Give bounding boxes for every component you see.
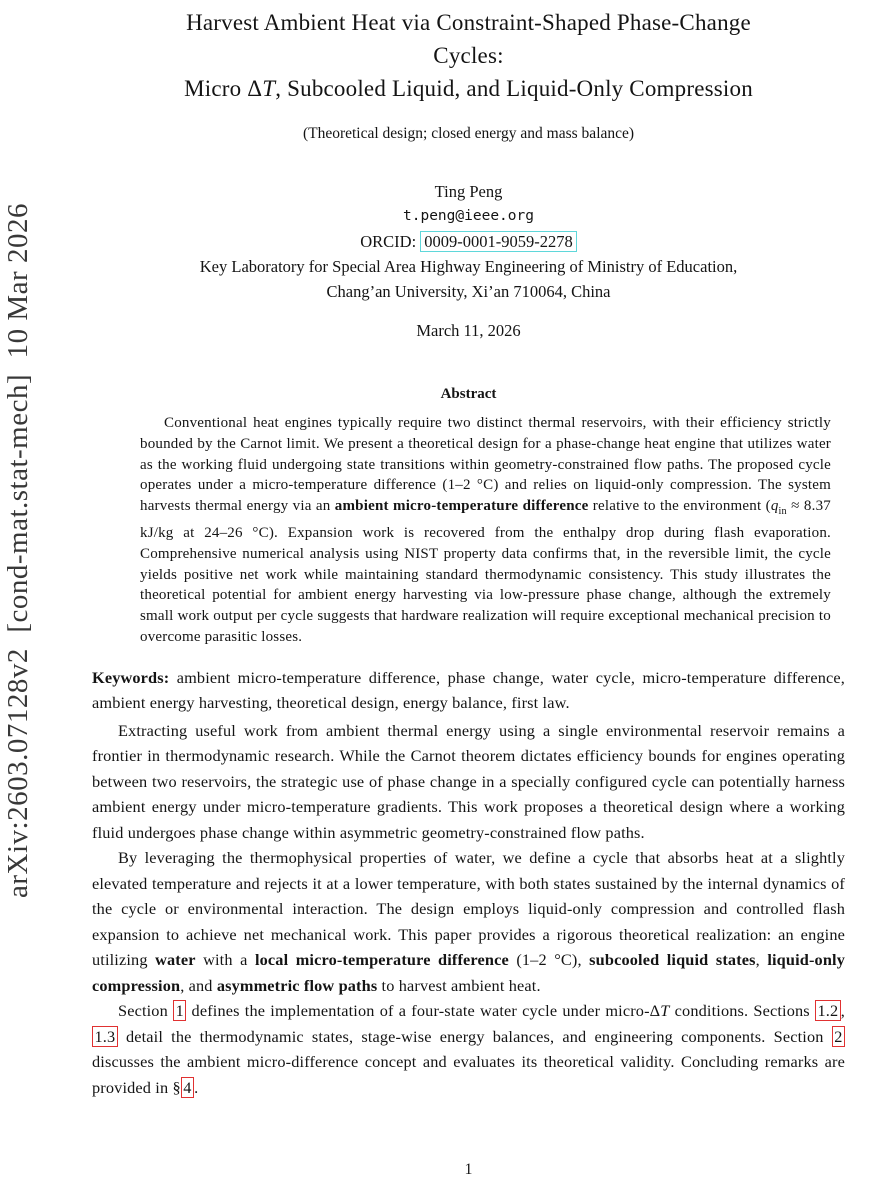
paper-date: March 11, 2026 — [416, 321, 521, 340]
title-line-2: Cycles: — [433, 43, 504, 68]
body-segment: conditions. Sections — [669, 1001, 815, 1021]
arxiv-watermark: arXiv:2603.07128v2 [cond-mat.stat-mech] 10 Mar 2026 — [2, 203, 34, 898]
body-segment: detail the thermodynamic states, stage-wise energy balances, and engineering components. Section — [117, 1026, 832, 1046]
abstract-segment: Conventional heat engines typically require two distinct thermal reservoirs, with their efficiency strictly bounded by the Carnot limit. We present a theoretical design for a phase-change heat engine that utilizes water as the working fluid undergoing state transitions within geometry-constrained flow paths. The proposed cycle operates under a micro-temperature difference (1–2 °C) and relies on liquid-only compression. The system harvests thermal energy via an — [140, 415, 831, 515]
section-ref-1-2[interactable]: 1.2 — [815, 1000, 841, 1021]
orcid-label: ORCID: — [360, 232, 421, 251]
keywords-line — [92, 665, 845, 716]
author-block — [92, 179, 845, 304]
title-line-3-text: Micro Δ — [184, 76, 263, 101]
paper-subtitle: (Theoretical design; closed energy and mass balance) — [302, 125, 635, 142]
q-in-subscript: in — [778, 506, 787, 518]
abstract-heading: Abstract — [440, 386, 497, 402]
section-ref-2[interactable]: 2 — [832, 1026, 845, 1047]
delta-t-variable: T — [660, 1001, 670, 1021]
body-segment: , and — [180, 975, 217, 995]
bold-phrase-subcooled: subcooled liquid states — [589, 950, 756, 970]
bold-phrase-micro-temperature: local micro-temperature difference — [254, 950, 509, 970]
body-segment: discusses the ambient micro-difference concept and evaluates its theoretical validity. Concluding remarks are provided in § — [92, 1052, 845, 1097]
title-delta-t-variable: T — [262, 76, 276, 101]
orcid-link[interactable]: 0009-0001-9059-2278 — [420, 231, 576, 252]
abstract-text — [140, 413, 831, 648]
body-segment: , — [755, 950, 768, 970]
section-ref-1[interactable]: 1 — [173, 1000, 186, 1021]
body-segment: Section — [118, 1001, 174, 1021]
paper-title — [92, 6, 845, 105]
section-ref-1-3[interactable]: 1.3 — [92, 1026, 118, 1047]
title-line-1: Harvest Ambient Heat via Constraint-Shaped Phase-Change — [186, 10, 751, 35]
body-segment: By leveraging the thermophysical properties of water, we define a cycle that absorbs heat at a slightly elevated temperature and rejects it at a lower temperature, with both states sustained by the internal dynamics of the cycle or environmental interaction. The design employs liquid-only compression and controlled flash expansion to achieve net mechanical work. This paper provides a rigorous theoretical realization: an engine utilizing — [92, 848, 845, 970]
q-in-variable: q — [770, 498, 779, 515]
paper-content — [92, 0, 845, 1100]
body-paragraph-2 — [92, 845, 845, 998]
author-name: Ting Peng — [434, 182, 503, 201]
paper-header — [92, 6, 845, 341]
body-segment: , — [840, 1001, 846, 1021]
title-line-3 — [92, 72, 845, 105]
section-ref-4[interactable]: 4 — [181, 1077, 194, 1098]
affiliation-line-1: Key Laboratory for Special Area Highway Engineering of Ministry of Education, — [199, 257, 738, 276]
body-segment: to harvest ambient heat. — [377, 975, 541, 995]
keywords-text: ambient micro-temperature difference, phase change, water cycle, micro-temperature difference, ambient energy harvesting, theoretical design, energy balance, first law. — [92, 667, 845, 713]
bold-phrase-liquid-only: liquid-only compression — [92, 950, 845, 995]
title-line-3-tail: , Subcooled Liquid, and Liquid-Only Compression — [275, 76, 753, 101]
affiliation-line-2: Chang’an University, Xi’an 710064, China — [326, 282, 611, 301]
body-segment: defines the implementation of a four-state water cycle under micro-Δ — [186, 1001, 661, 1021]
body-segment: (1–2 °C), — [508, 950, 590, 970]
body-segment: with a — [195, 950, 255, 970]
page-number: 1 — [464, 1161, 473, 1178]
author-email: t.peng@ieee.org — [403, 208, 534, 224]
bold-phrase-asymmetric: asymmetric flow paths — [216, 975, 378, 995]
body-paragraph-3 — [92, 998, 845, 1100]
orcid-line — [92, 229, 845, 254]
keywords-label: Keywords: — [92, 667, 170, 687]
abstract-segment: relative to the environment ( — [588, 498, 771, 515]
body-segment: . — [194, 1077, 199, 1097]
abstract-segment: ≈ 8.37 kJ/kg at 24–26 °C). Expansion work is recovered from the enthalpy drop during flash evaporation. Comprehensive numerical analysis using NIST property data confirms that, in the reversible limit, the cycle yields positive net work while maintaining standard thermodynamic consistency. This study illustrates the theoretical potential for ambient energy harvesting via low-pressure phase change, although the extremely small work output per cycle suggests that hardware realization will require exceptional mechanical precision to overcome parasitic losses. — [140, 498, 831, 645]
body-paragraph-1: Extracting useful work from ambient thermal energy using a single environmental reservoir remains a frontier in thermodynamic research. While the Carnot theorem dictates efficiency bounds for engines operating between two reservoirs, the strategic use of phase change in a specially configured cycle can potentially harness ambient energy under micro-temperature gradients. This work proposes a theoretical design where a working fluid undergoes phase change within asymmetric geometry-constrained flow paths. — [92, 720, 845, 842]
bold-phrase-water: water — [155, 950, 196, 970]
abstract-section — [92, 386, 845, 648]
abstract-bold-phrase: ambient micro-temperature difference — [334, 498, 589, 515]
